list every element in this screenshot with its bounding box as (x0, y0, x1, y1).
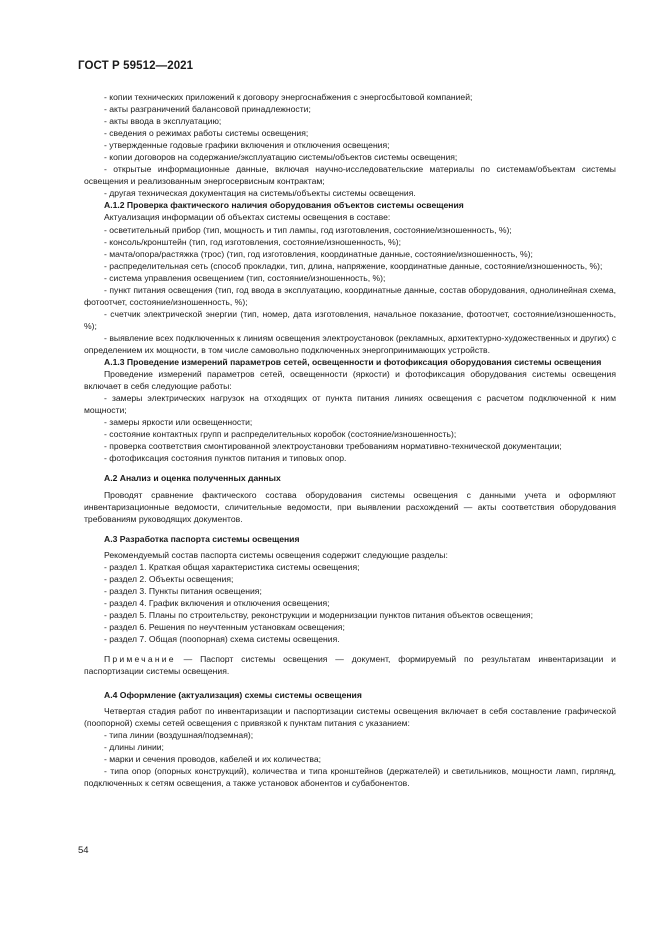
list-item: - проверка соответствия смонтированной электроустановки требованиям нормативно-технической документации; (104, 441, 562, 452)
spacer (84, 525, 616, 533)
list-item: - фотофиксация состояния пунктов питания и типовых опор. (104, 453, 347, 464)
note-text: — Паспорт системы освещения — документ, формируемый по результатам инвентаризации и паспортизации системы освещения. (84, 654, 616, 677)
list-item: - раздел 7. Общая (поопорная) схема системы освещения. (104, 634, 340, 645)
list-item: - утвержденные годовые графики включения и отключения освещения; (104, 140, 390, 151)
list-item: - раздел 6. Решения по неучтенным установкам освещения; (104, 621, 345, 632)
list-item: - открытые информационные данные, включая научно-исследовательские материалы по системам/объектам системы освещения и реализованным энергосервисным контрактам; (84, 164, 616, 187)
list-item: - пункт питания освещения (тип, год ввода в эксплуатацию, координатные данные, состав оборудования, однолинейная схема, фотоотчет, состояние/изношенность, %); (84, 284, 616, 307)
list-item: - осветительный прибор (тип, мощность и тип лампы, год изготовления, состояние/изношенность, %); (104, 224, 512, 235)
section-heading: А.2 Анализ и оценка полученных данных (104, 473, 281, 484)
list-item: - длины линии; (104, 742, 164, 753)
list-item: - копии договоров на содержание/эксплуатацию системы/объектов системы освещения; (104, 152, 458, 163)
page-number: 54 (78, 845, 89, 856)
paragraph: Актуализация информации об объектах системы освещения в составе: (104, 212, 391, 223)
list-item: - раздел 5. Планы по строительству, реконструкции и модернизации пунктов питания объектов освещения; (104, 609, 533, 620)
list-item: - сведения о режимах работы системы освещения; (104, 128, 309, 139)
note-paragraph (84, 653, 616, 677)
list-item: - замеры яркости или освещенности; (104, 417, 253, 428)
section-heading: А.1.2 Проверка фактического наличия оборудования объектов системы освещения (104, 200, 464, 211)
list-item: - счетчик электрической энергии (тип, номер, дата изготовления, начальное показание, фотоотчет, состояние/изношенность, %); (84, 308, 616, 331)
spacer (84, 677, 616, 685)
list-item: - типа линии (воздушная/подземная); (104, 730, 254, 741)
note-label: Примечание (104, 654, 176, 665)
list-item: - мачта/опора/растяжка (трос) (тип, год изготовления, координатные данные, состояние/изношенность, %); (104, 248, 533, 259)
list-item: - раздел 4. График включения и отключения освещения; (104, 597, 330, 608)
list-item: - марки и сечения проводов, кабелей и их количества; (104, 754, 321, 765)
list-item: - раздел 3. Пункты питания освещения; (104, 585, 262, 596)
list-item: - выявление всех подключенных к линиям освещения электроустановок (рекламных, архитектурно-художественных и других) с определением их мощности, в том числе самовольно подключенных энергопринимающих устройств. (84, 332, 616, 355)
list-item: - состояние контактных групп и распределительных коробок (состояние/изношенность); (104, 429, 457, 440)
document-body (84, 91, 616, 790)
document-header: ГОСТ Р 59512—2021 (78, 60, 194, 72)
spacer (84, 645, 616, 653)
list-item: - распределительная сеть (способ прокладки, тип, длина, напряжение, координатные данные, состояние/изношенность, %); (104, 260, 603, 271)
section-heading: А.4 Оформление (актуализация) схемы системы освещения (104, 690, 362, 701)
paragraph: Проведение измерений параметров сетей, освещенности (яркости) и фотофиксация оборудования системы освещения включает в себя следующие работы: (84, 369, 616, 392)
list-item: - акты разграничений балансовой принадлежности; (104, 104, 311, 115)
list-item: - типа опор (опорных конструкций), количества и типа кронштейнов (держателей) и светильников, мощности ламп, гирлянд, подключенных к сетям освещения, а также установок абонентов и субабонентов. (84, 766, 616, 789)
spacer (84, 464, 616, 472)
paragraph: Рекомендуемый состав паспорта системы освещения содержит следующие разделы: (104, 549, 448, 560)
list-item: - консоль/кронштейн (тип, год изготовления, состояние/изношенность, %); (104, 236, 402, 247)
list-item: - другая техническая документация на системы/объекты системы освещения. (104, 188, 416, 199)
list-item: - система управления освещением (тип, состояние/изношенность, %); (104, 272, 386, 283)
section-heading: А.1.3 Проведение измерений параметров сетей, освещенности и фотофиксация оборудования системы освещения (104, 357, 602, 368)
list-item: - акты ввода в эксплуатацию; (104, 116, 222, 127)
list-item: - раздел 1. Краткая общая характеристика системы освещения; (104, 561, 360, 572)
paragraph: Четвертая стадия работ по инвентаризации и паспортизации системы освещения включает в себя составление графической (поопорной) схемы сетей освещения с привязкой к пунктам питания с указанием: (84, 706, 616, 729)
paragraph: Проводят сравнение фактического состава оборудования системы освещения с данными учета и оформляют инвентаризационные ведомости, сличительные ведомости, при выявлении расхождений — акты соответствия оборудования требованиям руководящих документов. (84, 489, 616, 524)
list-item: - замеры электрических нагрузок на отходящих от пункта питания линиях освещения с расчетом подключенной к ним мощности; (84, 393, 616, 416)
list-item: - копии технических приложений к договору энергоснабжения с энергосбытовой компанией; (104, 92, 473, 102)
list-item: - раздел 2. Объекты освещения; (104, 573, 234, 584)
section-heading: А.3 Разработка паспорта системы освещения (104, 533, 300, 544)
